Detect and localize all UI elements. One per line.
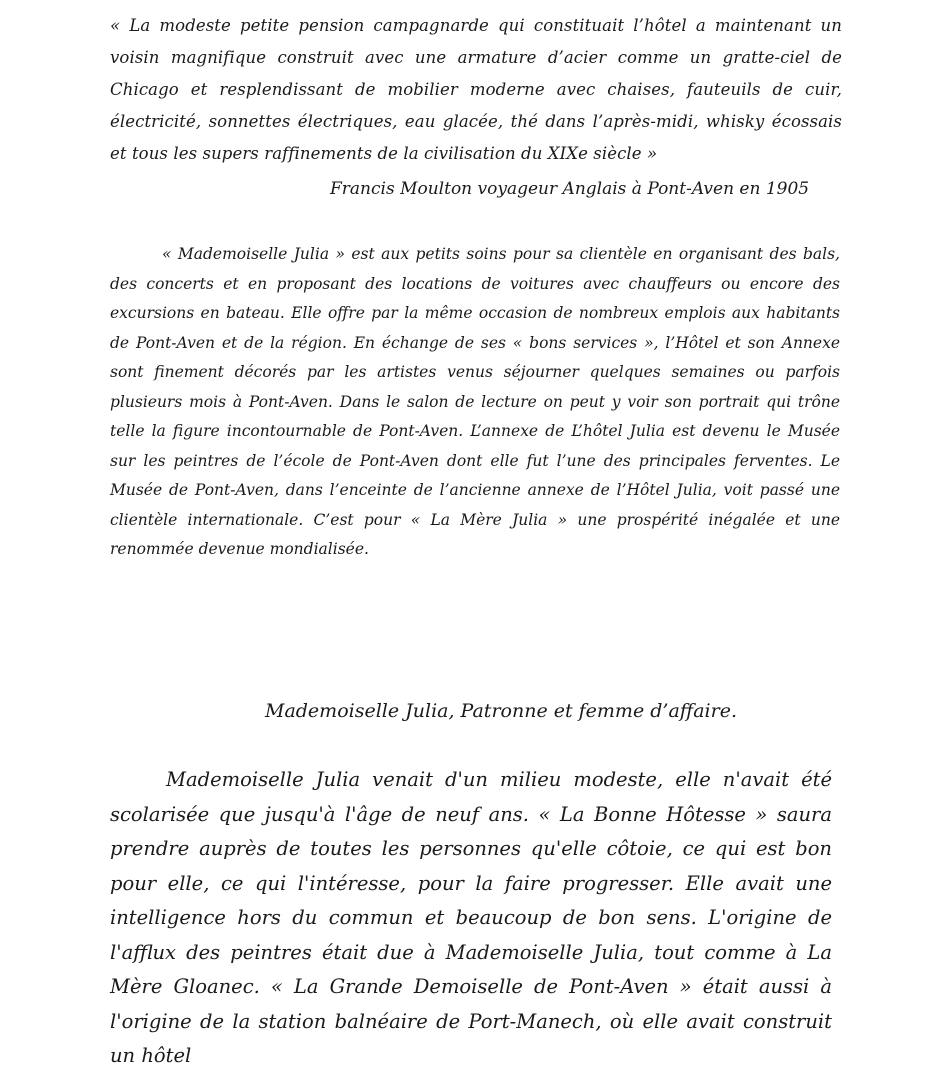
section-title: Mademoiselle Julia, Patronne et femme d’affaire.	[264, 700, 737, 722]
quote-attribution: Francis Moulton voyageur Anglais à Pont-Aven en 1905	[330, 179, 810, 199]
paragraph-patronne: Mademoiselle Julia venait d'un milieu modeste, elle n'avait été scolarisée que jusqu'à l'âge de neuf ans. « La Bonne Hôtesse » saura prendre auprès de toutes les personnes qu'elle côtoie, ce qui est bon pour elle, ce qui l'intéresse, pour la faire progresser. Elle avait une intelligence hors du commun et beaucoup de bon sens. L'origine de l'afflux des peintres était due à Mademoiselle Julia, tout comme à La Mère Gloanec. « La Grande Demoiselle de Pont-Aven » était aussi à l'origine de la station balnéaire de Port-Manech, où elle avait construit un hôtel	[110, 768, 832, 1067]
opening-quote: « La modeste petite pension campagnarde qui constituait l’hôtel a maintenant un voisin magnifique construit avec une armature d’acier comme un gratte-ciel de Chicago et resplendissant de mobilier moderne avec chaises, fauteuils de cuir, électricité, sonnettes électriques, eau glacée, thé dans l’après-midi, whisky écossais et tous les supers raffinements de la civilisation du XIXe siècle »	[110, 16, 842, 163]
paragraph-mademoiselle-julia-services: « Mademoiselle Julia » est aux petits soins pour sa clientèle en organisant des bals, des concerts et en proposant des locations de voitures avec chauffeurs ou encore des excursions en bateau. Elle offre par la même occasion de nombreux emplois aux habitants de Pont-Aven et de la région. En échange de ses « bons services », l’Hôtel et son Annexe sont finement décorés par les artistes venus séjourner quelques semaines ou parfois plusieurs mois à Pont-Aven. Dans le salon de lecture on peut y voir son portrait qui trône telle la figure incontournable de Pont-Aven. L’annexe de L’hôtel Julia est devenu le Musée sur les peintres de l’école de Pont-Aven dont elle fut l’une des principales ferventes. Le Musée de Pont-Aven, dans l’enceinte de l’ancienne annexe de l’Hôtel Julia, voit passé une clientèle internationale. C’est pour « La Mère Julia » une prospérité inégalée et une renommée devenue mondialisée.	[110, 245, 840, 558]
